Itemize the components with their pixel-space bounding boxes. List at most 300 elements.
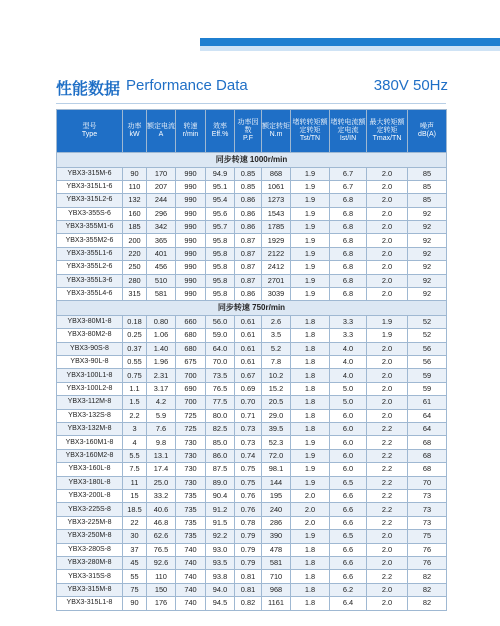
model-cell: YBX3-90L-8 bbox=[57, 356, 123, 369]
table-row bbox=[57, 369, 447, 382]
table-cell: 6.8 bbox=[330, 221, 367, 234]
heading-divider bbox=[56, 103, 446, 104]
table-cell: 6.0 bbox=[330, 436, 367, 449]
table-cell: 365 bbox=[147, 234, 176, 247]
table-cell: 680 bbox=[176, 342, 206, 355]
table-row bbox=[57, 342, 447, 355]
table-cell: 132 bbox=[123, 194, 147, 207]
table-cell: 85 bbox=[408, 167, 447, 180]
table-cell: 1.9 bbox=[291, 288, 330, 301]
table-cell: 15.2 bbox=[262, 382, 291, 395]
table-cell: 710 bbox=[262, 570, 291, 583]
model-cell: YBX3-160M2-8 bbox=[57, 449, 123, 462]
table-cell: 59 bbox=[408, 382, 447, 395]
model-cell: YBX3-100L2-8 bbox=[57, 382, 123, 395]
table-cell: 5.2 bbox=[262, 342, 291, 355]
table-cell: 59.0 bbox=[206, 329, 235, 342]
table-cell: 990 bbox=[176, 167, 206, 180]
table-cell: 2.2 bbox=[367, 489, 408, 502]
model-cell: YBX3-355M1-6 bbox=[57, 221, 123, 234]
table-cell: 286 bbox=[262, 516, 291, 529]
table-cell: 2.2 bbox=[367, 503, 408, 516]
column-header-cn: 堵转电流额定电流 bbox=[330, 119, 366, 134]
table-cell: 87.5 bbox=[206, 463, 235, 476]
table-cell: 73 bbox=[408, 516, 447, 529]
table-cell: 6.2 bbox=[330, 583, 367, 596]
table-cell: 56 bbox=[408, 356, 447, 369]
column-header-cn: 最大转矩额定转矩 bbox=[369, 119, 405, 134]
table-cell: 0.82 bbox=[235, 597, 262, 610]
table-row bbox=[57, 449, 447, 462]
table-cell: 401 bbox=[147, 247, 176, 260]
table-cell: 33.2 bbox=[147, 489, 176, 502]
table-cell: 89.0 bbox=[206, 476, 235, 489]
table-cell: 2.0 bbox=[367, 261, 408, 274]
table-cell: 7.8 bbox=[262, 356, 291, 369]
table-cell: 0.74 bbox=[235, 449, 262, 462]
table-cell: 868 bbox=[262, 167, 291, 180]
model-cell: YBX3-225M-8 bbox=[57, 516, 123, 529]
table-cell: 1.9 bbox=[291, 247, 330, 260]
table-cell: 6.8 bbox=[330, 261, 367, 274]
table-cell: 6.8 bbox=[330, 194, 367, 207]
table-cell: 968 bbox=[262, 583, 291, 596]
table-cell: 55 bbox=[123, 570, 147, 583]
table-cell: 185 bbox=[123, 221, 147, 234]
table-cell: 6.6 bbox=[330, 489, 367, 502]
table-cell: 3039 bbox=[262, 288, 291, 301]
table-cell: 94.5 bbox=[206, 597, 235, 610]
column-header bbox=[262, 110, 291, 153]
column-header-en: N.m bbox=[269, 131, 283, 138]
table-cell: 92 bbox=[408, 288, 447, 301]
table-cell: 0.87 bbox=[235, 234, 262, 247]
column-header bbox=[123, 110, 147, 153]
table-cell: 95.8 bbox=[206, 247, 235, 260]
table-row bbox=[57, 476, 447, 489]
table-row bbox=[57, 409, 447, 422]
column-header-cn: 功率 bbox=[127, 123, 142, 130]
column-header bbox=[206, 110, 235, 153]
column-header-en: kW bbox=[129, 131, 140, 138]
table-cell: 82.5 bbox=[206, 423, 235, 436]
table-cell: 95.6 bbox=[206, 207, 235, 220]
table-cell: 990 bbox=[176, 247, 206, 260]
table-row bbox=[57, 516, 447, 529]
table-cell: 1.96 bbox=[147, 356, 176, 369]
model-cell: YBX3-132S-8 bbox=[57, 409, 123, 422]
table-cell: 6.0 bbox=[330, 449, 367, 462]
table-row bbox=[57, 396, 447, 409]
table-cell: 2.0 bbox=[367, 597, 408, 610]
column-header-en: Tst/TN bbox=[299, 135, 321, 142]
table-cell: 2701 bbox=[262, 274, 291, 287]
table-cell: 4 bbox=[123, 436, 147, 449]
table-cell: 660 bbox=[176, 315, 206, 328]
column-header bbox=[147, 110, 176, 153]
table-cell: 82 bbox=[408, 597, 447, 610]
table-cell: 1.9 bbox=[291, 194, 330, 207]
table-cell: 76.5 bbox=[206, 382, 235, 395]
table-cell: 94.9 bbox=[206, 167, 235, 180]
table-cell: 18.5 bbox=[123, 503, 147, 516]
table-cell: 2.0 bbox=[367, 288, 408, 301]
table-cell: 0.87 bbox=[235, 261, 262, 274]
table-cell: 1161 bbox=[262, 597, 291, 610]
model-cell: YBX3-180L-8 bbox=[57, 476, 123, 489]
table-cell: 170 bbox=[147, 167, 176, 180]
column-header-cn: 效率 bbox=[213, 123, 227, 130]
model-cell: YBX3-315L2-6 bbox=[57, 194, 123, 207]
table-row bbox=[57, 247, 447, 260]
table-cell: 77.5 bbox=[206, 396, 235, 409]
table-row bbox=[57, 556, 447, 569]
table-cell: 581 bbox=[147, 288, 176, 301]
table-cell: 730 bbox=[176, 436, 206, 449]
column-header-en: Ist/IN bbox=[339, 135, 357, 142]
table-cell: 1.9 bbox=[291, 167, 330, 180]
model-cell: YBX3-315M-6 bbox=[57, 167, 123, 180]
column-header-cn: 功率因数 bbox=[237, 119, 259, 134]
table-row bbox=[57, 207, 447, 220]
model-cell: YBX3-315L1-8 bbox=[57, 597, 123, 610]
table-cell: 64 bbox=[408, 409, 447, 422]
table-cell: 76 bbox=[408, 543, 447, 556]
table-cell: 0.67 bbox=[235, 369, 262, 382]
table-cell: 95.8 bbox=[206, 274, 235, 287]
table-cell: 6.5 bbox=[330, 530, 367, 543]
table-cell: 342 bbox=[147, 221, 176, 234]
table-cell: 740 bbox=[176, 597, 206, 610]
table-cell: 1929 bbox=[262, 234, 291, 247]
table-cell: 456 bbox=[147, 261, 176, 274]
table-cell: 39.5 bbox=[262, 423, 291, 436]
table-cell: 90.4 bbox=[206, 489, 235, 502]
table-cell: 6.5 bbox=[330, 476, 367, 489]
table-cell: 700 bbox=[176, 396, 206, 409]
table-cell: 200 bbox=[123, 234, 147, 247]
table-cell: 207 bbox=[147, 180, 176, 193]
table-cell: 2.0 bbox=[367, 583, 408, 596]
table-cell: 1061 bbox=[262, 180, 291, 193]
table-cell: 1.9 bbox=[291, 221, 330, 234]
table-cell: 82 bbox=[408, 570, 447, 583]
table-cell: 2.0 bbox=[367, 356, 408, 369]
table-cell: 2.0 bbox=[367, 194, 408, 207]
table-cell: 1.8 bbox=[291, 396, 330, 409]
table-cell: 85.0 bbox=[206, 436, 235, 449]
table-cell: 176 bbox=[147, 597, 176, 610]
table-cell: 52 bbox=[408, 329, 447, 342]
column-header bbox=[291, 110, 330, 153]
table-cell: 1.8 bbox=[291, 369, 330, 382]
table-cell: 2.6 bbox=[262, 315, 291, 328]
table-cell: 1.9 bbox=[291, 234, 330, 247]
model-cell: YBX3-355L4-6 bbox=[57, 288, 123, 301]
table-cell: 68 bbox=[408, 449, 447, 462]
table-cell: 61 bbox=[408, 396, 447, 409]
table-cell: 4.0 bbox=[330, 356, 367, 369]
table-cell: 2.2 bbox=[367, 449, 408, 462]
table-cell: 70.0 bbox=[206, 356, 235, 369]
table-cell: 2.0 bbox=[367, 221, 408, 234]
model-cell: YBX3-355S-6 bbox=[57, 207, 123, 220]
table-cell: 92 bbox=[408, 221, 447, 234]
table-cell: 92 bbox=[408, 261, 447, 274]
table-cell: 0.37 bbox=[123, 342, 147, 355]
table-cell: 1273 bbox=[262, 194, 291, 207]
column-header bbox=[367, 110, 408, 153]
table-cell: 150 bbox=[147, 583, 176, 596]
table-cell: 40.6 bbox=[147, 503, 176, 516]
table-cell: 1.9 bbox=[291, 476, 330, 489]
table-cell: 2.2 bbox=[123, 409, 147, 422]
table-cell: 3.3 bbox=[330, 315, 367, 328]
column-header-cn: 转速 bbox=[183, 123, 198, 130]
table-cell: 6.8 bbox=[330, 288, 367, 301]
top-accent-blue bbox=[200, 38, 500, 46]
table-cell: 95.4 bbox=[206, 194, 235, 207]
table-cell: 0.55 bbox=[123, 356, 147, 369]
table-cell: 730 bbox=[176, 463, 206, 476]
table-cell: 2.2 bbox=[367, 436, 408, 449]
table-cell: 1.1 bbox=[123, 382, 147, 395]
table-cell: 0.80 bbox=[147, 315, 176, 328]
table-cell: 4.2 bbox=[147, 396, 176, 409]
table-row bbox=[57, 530, 447, 543]
table-cell: 0.76 bbox=[235, 503, 262, 516]
table-cell: 2.0 bbox=[367, 180, 408, 193]
table-cell: 0.61 bbox=[235, 315, 262, 328]
table-row bbox=[57, 180, 447, 193]
page-heading bbox=[56, 76, 448, 102]
table-cell: 6.0 bbox=[330, 423, 367, 436]
table-cell: 17.4 bbox=[147, 463, 176, 476]
top-accent-light bbox=[200, 46, 500, 51]
table-cell: 2.31 bbox=[147, 369, 176, 382]
table-cell: 390 bbox=[262, 530, 291, 543]
table-cell: 6.8 bbox=[330, 247, 367, 260]
model-cell: YBX3-355L2-6 bbox=[57, 261, 123, 274]
table-cell: 0.86 bbox=[235, 194, 262, 207]
table-row bbox=[57, 382, 447, 395]
table-row bbox=[57, 356, 447, 369]
table-cell: 59 bbox=[408, 369, 447, 382]
table-cell: 144 bbox=[262, 476, 291, 489]
table-cell: 1.06 bbox=[147, 329, 176, 342]
table-cell: 110 bbox=[147, 570, 176, 583]
section-row bbox=[57, 301, 447, 316]
table-row bbox=[57, 583, 447, 596]
table-cell: 62.6 bbox=[147, 530, 176, 543]
table-cell: 0.61 bbox=[235, 356, 262, 369]
table-cell: 86.0 bbox=[206, 449, 235, 462]
table-cell: 3.5 bbox=[262, 329, 291, 342]
table-cell: 2.0 bbox=[291, 516, 330, 529]
table-cell: 240 bbox=[262, 503, 291, 516]
table-cell: 6.7 bbox=[330, 180, 367, 193]
column-header-en: P.F bbox=[243, 135, 253, 142]
table-cell: 0.75 bbox=[123, 369, 147, 382]
table-cell: 95.8 bbox=[206, 234, 235, 247]
table-cell: 680 bbox=[176, 329, 206, 342]
table-cell: 2.0 bbox=[367, 543, 408, 556]
model-cell: YBX3-280S-8 bbox=[57, 543, 123, 556]
table-cell: 6.8 bbox=[330, 207, 367, 220]
column-header-en: dB(A) bbox=[418, 131, 436, 138]
table-cell: 740 bbox=[176, 556, 206, 569]
model-cell: YBX3-132M-8 bbox=[57, 423, 123, 436]
table-cell: 95.8 bbox=[206, 261, 235, 274]
model-cell: YBX3-315L1-6 bbox=[57, 180, 123, 193]
table-cell: 6.6 bbox=[330, 503, 367, 516]
table-cell: 73.5 bbox=[206, 369, 235, 382]
table-cell: 15 bbox=[123, 489, 147, 502]
table-cell: 0.86 bbox=[235, 288, 262, 301]
table-row bbox=[57, 463, 447, 476]
table-cell: 92 bbox=[408, 234, 447, 247]
table-cell: 0.87 bbox=[235, 247, 262, 260]
table-cell: 220 bbox=[123, 247, 147, 260]
column-header bbox=[176, 110, 206, 153]
table-cell: 3 bbox=[123, 423, 147, 436]
table-cell: 1.8 bbox=[291, 597, 330, 610]
table-cell: 0.78 bbox=[235, 516, 262, 529]
column-header bbox=[408, 110, 447, 153]
column-header-en: Type bbox=[81, 131, 98, 138]
table-cell: 92.2 bbox=[206, 530, 235, 543]
section-label: 同步转速 750r/min bbox=[57, 301, 447, 316]
table-cell: 4.0 bbox=[330, 369, 367, 382]
table-cell: 6.6 bbox=[330, 543, 367, 556]
table-cell: 1.9 bbox=[291, 449, 330, 462]
table-cell: 478 bbox=[262, 543, 291, 556]
table-body bbox=[57, 153, 447, 611]
model-cell: YBX3-160L-8 bbox=[57, 463, 123, 476]
table-cell: 990 bbox=[176, 274, 206, 287]
table-cell: 90 bbox=[123, 167, 147, 180]
table-cell: 95.1 bbox=[206, 180, 235, 193]
table-cell: 6.0 bbox=[330, 463, 367, 476]
table-cell: 0.81 bbox=[235, 583, 262, 596]
table-cell: 1.8 bbox=[291, 543, 330, 556]
table-row bbox=[57, 315, 447, 328]
column-header-en: Eff.% bbox=[211, 131, 229, 138]
table-cell: 2.0 bbox=[367, 247, 408, 260]
table-cell: 2.2 bbox=[367, 463, 408, 476]
table-cell: 1.8 bbox=[291, 409, 330, 422]
table-cell: 0.81 bbox=[235, 570, 262, 583]
table-cell: 690 bbox=[176, 382, 206, 395]
table-cell: 0.73 bbox=[235, 423, 262, 436]
table-cell: 0.75 bbox=[235, 463, 262, 476]
table-cell: 740 bbox=[176, 583, 206, 596]
column-header-en: Tmax/TN bbox=[372, 135, 402, 142]
table-cell: 91.2 bbox=[206, 503, 235, 516]
table-cell: 95.7 bbox=[206, 221, 235, 234]
table-cell: 37 bbox=[123, 543, 147, 556]
table-cell: 2412 bbox=[262, 261, 291, 274]
table-cell: 6.6 bbox=[330, 516, 367, 529]
model-cell: YBX3-250M-8 bbox=[57, 530, 123, 543]
table-cell: 1.40 bbox=[147, 342, 176, 355]
table-cell: 1.9 bbox=[291, 274, 330, 287]
table-cell: 2.0 bbox=[367, 234, 408, 247]
table-cell: 1.8 bbox=[291, 570, 330, 583]
table-cell: 13.1 bbox=[147, 449, 176, 462]
table-cell: 1.5 bbox=[123, 396, 147, 409]
table-cell: 1.9 bbox=[291, 207, 330, 220]
table-row bbox=[57, 570, 447, 583]
table-cell: 0.76 bbox=[235, 489, 262, 502]
table-cell: 6.7 bbox=[330, 167, 367, 180]
model-cell: YBX3-280M-8 bbox=[57, 556, 123, 569]
table-cell: 75 bbox=[123, 583, 147, 596]
column-header bbox=[57, 110, 123, 153]
table-cell: 0.71 bbox=[235, 409, 262, 422]
model-cell: YBX3-355L3-6 bbox=[57, 274, 123, 287]
table-cell: 5.9 bbox=[147, 409, 176, 422]
table-cell: 990 bbox=[176, 234, 206, 247]
table-cell: 0.85 bbox=[235, 180, 262, 193]
table-cell: 94.0 bbox=[206, 583, 235, 596]
column-header-cn: 额定电流 bbox=[147, 123, 175, 130]
table-header-row bbox=[57, 110, 447, 153]
table-cell: 46.8 bbox=[147, 516, 176, 529]
table-cell: 2.0 bbox=[367, 207, 408, 220]
table-cell: 1.8 bbox=[291, 382, 330, 395]
table-cell: 990 bbox=[176, 261, 206, 274]
model-cell: YBX3-80M2-8 bbox=[57, 329, 123, 342]
table-cell: 90 bbox=[123, 597, 147, 610]
table-cell: 6.0 bbox=[330, 409, 367, 422]
table-cell: 1.9 bbox=[291, 530, 330, 543]
table-cell: 735 bbox=[176, 489, 206, 502]
table-cell: 2.0 bbox=[367, 409, 408, 422]
table-cell: 72.0 bbox=[262, 449, 291, 462]
table-cell: 64 bbox=[408, 423, 447, 436]
table-cell: 730 bbox=[176, 476, 206, 489]
table-cell: 45 bbox=[123, 556, 147, 569]
table-cell: 2.2 bbox=[367, 423, 408, 436]
table-cell: 725 bbox=[176, 409, 206, 422]
table-cell: 244 bbox=[147, 194, 176, 207]
table-cell: 725 bbox=[176, 423, 206, 436]
table-cell: 68 bbox=[408, 436, 447, 449]
table-cell: 735 bbox=[176, 503, 206, 516]
table-cell: 0.61 bbox=[235, 329, 262, 342]
column-header bbox=[330, 110, 367, 153]
table-cell: 75 bbox=[408, 530, 447, 543]
table-cell: 20.5 bbox=[262, 396, 291, 409]
column-header-en: r/min bbox=[182, 131, 199, 138]
table-cell: 1.9 bbox=[291, 261, 330, 274]
table-cell: 0.61 bbox=[235, 342, 262, 355]
table-cell: 85 bbox=[408, 194, 447, 207]
table-cell: 52 bbox=[408, 315, 447, 328]
table-cell: 92 bbox=[408, 247, 447, 260]
table-cell: 5.5 bbox=[123, 449, 147, 462]
table-cell: 0.87 bbox=[235, 274, 262, 287]
table-cell: 1.9 bbox=[291, 180, 330, 193]
table-cell: 510 bbox=[147, 274, 176, 287]
table-cell: 70 bbox=[408, 476, 447, 489]
table-cell: 30 bbox=[123, 530, 147, 543]
model-cell: YBX3-355L1-6 bbox=[57, 247, 123, 260]
table-cell: 22 bbox=[123, 516, 147, 529]
table-cell: 85 bbox=[408, 180, 447, 193]
table-cell: 195 bbox=[262, 489, 291, 502]
